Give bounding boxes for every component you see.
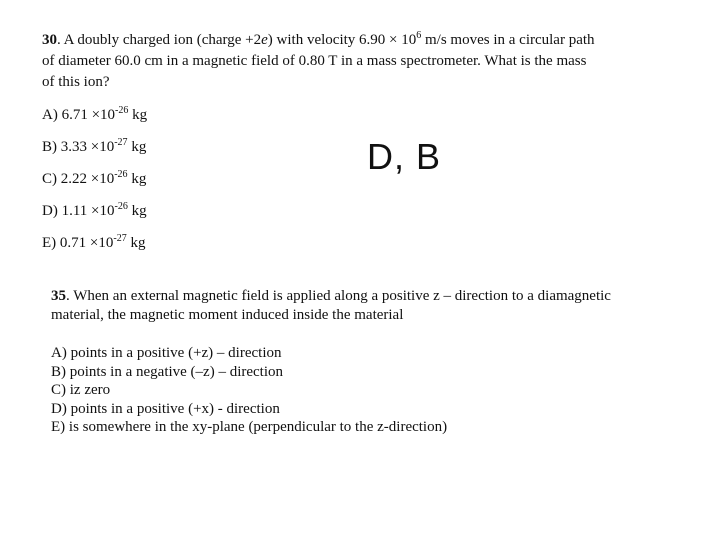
question-35: [51, 287, 611, 437]
answer-key: D, B: [367, 136, 442, 177]
question-35-option-a: A) points in a positive (+z) – direction: [51, 345, 282, 361]
question-35-option-e: E) is somewhere in the xy-plane (perpendicular to the z-direction): [51, 419, 448, 435]
question-30-option-e: E) $0.71 \times 10^{-27}$ kg: [42, 233, 146, 251]
question-35-stem: 35. When an external magnetic field is applied along a positive z – direction to a diamagnetic material, the magnetic moment induced inside the material: [51, 288, 611, 323]
question-35-option-b: B) points in a negative (–z) – direction: [51, 363, 284, 380]
question-30-option-a: A) $6.71 \times 10^{-26}$ kg: [42, 105, 148, 123]
question-35-option-d: D) points in a positive (+x) - direction: [51, 400, 280, 417]
question-30-option-c: C) $2.22 \times 10^{-26}$ kg: [42, 169, 147, 187]
question-30: [42, 30, 602, 265]
question-30-stem: 30. A doubly charged ion (charge +2e) with velocity $6.90 \times 10^6$ m/s moves in a circular path of diameter 60.0 cm in a magnetic field of 0.80 T in a mass spectrometer. What is the mass of this ion?: [42, 30, 595, 90]
question-30-number: 30: [42, 32, 57, 48]
question-35-number: 35: [51, 288, 66, 304]
question-30-option-d: D) $1.11 \times 10^{-26}$ kg: [42, 201, 147, 219]
question-35-option-c: C) iz zero: [51, 382, 111, 398]
question-30-option-b: B) $3.33 \times 10^{-27}$ kg: [42, 137, 147, 155]
